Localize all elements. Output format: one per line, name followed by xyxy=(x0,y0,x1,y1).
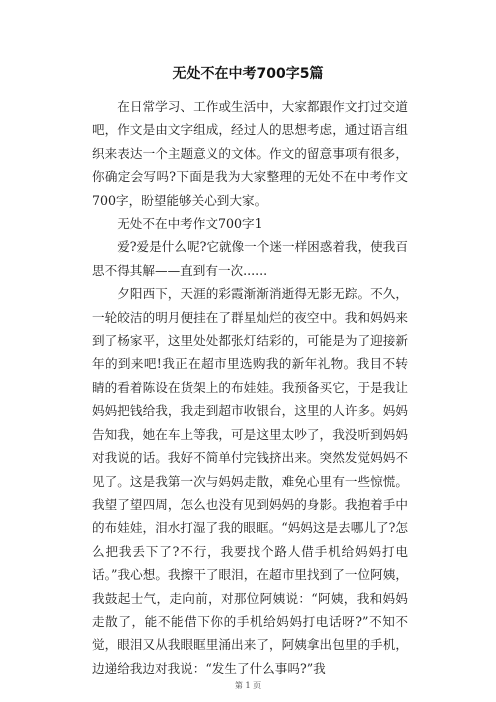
document-body xyxy=(92,95,408,680)
paragraph-intro: 在日常学习、工作或生活中，大家都跟作文打过交道吧，作文是由文字组成，经过人的思想考虑，通过语言组织来表达一个主题意义的文体。作文的留意事项有很多，你确定会写吗?下面是我为大家整理的无处不在中考作文700字，盼望能够关心到大家。 xyxy=(92,99,408,208)
page-number: 第 1 页 xyxy=(234,681,262,690)
paragraph-story: 夕阳西下，天涯的彩霞渐渐消逝得无影无踪。不久，一轮皎洁的明月便挂在了群星灿烂的夜空中。我和妈妈来到了杨家平，这里处处都张灯结彩的，可能是为了迎接新年的到来吧!我正在超市里选购我的新年礼物。我目不转睛的看着陈设在货架上的布娃娃。我预备买它，于是我让妈妈把钱给我，我走到超市收银台，这里的人许多。妈妈告知我，她在车上等我，可是这里太吵了，我没听到妈妈对我说的话。我好不简单付完钱挤出来。突然发觉妈妈不见了。这是我第一次与妈妈走散，难免心里有一些惊慌。我望了望四周，怎么也没有见到妈妈的身影。我抱着手中的布娃娃，泪水打湿了我的眼眶。“妈妈这是去哪儿了?怎么把我丢下了?不行，我要找个路人借手机给妈妈打电话。”我心想。我擦干了眼泪，在超市里找到了一位阿姨，我鼓起士气，走向前，对那位阿姨说：“阿姨，我和妈妈走散了，能不能借下你的手机给妈妈打电话呀?”不知不觉，眼泪又从我眼眶里涌出来了，阿姨拿出包里的手机，边递给我边对我说：“发生了什么事吗?”我 xyxy=(92,286,408,676)
paragraph-question: 爱?爱是什么呢?它就像一个迷一样困惑着我，使我百思不得其解——直到有一次...... xyxy=(92,239,408,278)
essay-heading: 无处不在中考作文700字1 xyxy=(117,216,263,232)
document-title: 无处不在中考700字5篇 xyxy=(172,66,324,82)
